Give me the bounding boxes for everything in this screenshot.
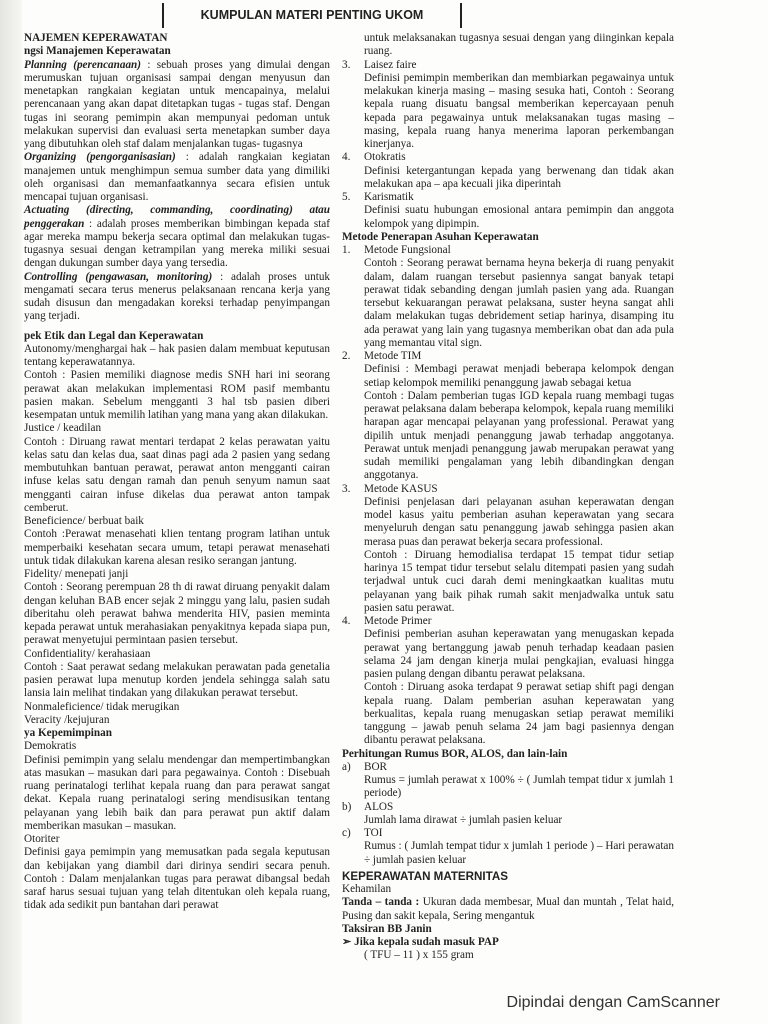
formula-item-bor xyxy=(342,761,674,801)
planning-term: Planning (perencanaan) xyxy=(24,58,141,71)
item-title: Laisez faire xyxy=(364,58,417,71)
pap-text: Jika kepala sudah masuk PAP xyxy=(354,936,499,948)
method-item-primer xyxy=(342,615,674,748)
arrow-bullet-icon: ➢ xyxy=(342,936,355,948)
confidentiality-heading: Confidentiality/ kerahasiaan xyxy=(24,647,151,660)
item-number: 2. xyxy=(342,350,351,362)
item-text: Contoh : Seorang perawat bernama heyna bekerja di ruang penyakit dalam, dalam ruangan tersebut pasiennya sangat banyak tetapi perawat tidak sebanding dengan jumlah pasien yang ada. Ruangan tersebut kekuarangan perawat pelaksana, suster heyna sangat ahli dalam melakukan tugas debridement setiap harinya, disamping itu ada perawat yang lain yang tugasnya memberikan obat dan ada pula yang memantau vital sign. xyxy=(364,257,674,349)
item-title: ALOS xyxy=(364,800,394,813)
taksiran-heading: Taksiran BB Janin xyxy=(342,922,432,935)
tanda-label: Tanda – tanda : xyxy=(342,896,420,909)
page-edge-shadow xyxy=(0,0,22,1024)
tanda-text: Ukuran dada membesar, Mual dan muntah , Telat haid, Pusing dan sakit kepala, Sering mengantuk xyxy=(342,896,675,922)
style-item-otokratis xyxy=(342,151,674,191)
item-definition: Definisi penjelasan dari pelayanan asuhan keperawatan dengan model kasus yaitu pemberian asuhan keperawatan yang secara menyeluruh dengan satu penanggung jawab sehingga pasien akan merasa puas dan perawat bekerja secara professional. xyxy=(364,495,674,548)
item-text: Rumus : ( Jumlah tempat tidur x jumlah 1 periode ) – Hari perawatan ÷ jumlah pasien keluar xyxy=(364,840,674,866)
justice-heading: Justice / keadilan xyxy=(24,422,102,435)
item-text: Rumus = jumlah perawat x 100% ÷ ( Jumlah tempat tidur x jumlah 1 periode) xyxy=(364,774,674,800)
item-number: 3. xyxy=(342,58,351,71)
method-item-fungsional xyxy=(342,244,674,350)
controlling-text: : adalah proses untuk mengamati secara terus menerus pelaksanaan rencana kerja yang sudah disusun dan mengadakan koreksi terhadap penyimpangan yang terjadi. xyxy=(24,270,331,323)
controlling-term: Controlling (pengawasan, monitoring) xyxy=(24,270,213,283)
section-title-manajemen: NAJEMEN KEPERAWATAN xyxy=(24,32,168,44)
item-text: Definisi pemimpin memberikan dan membiarkan pegawainya untuk melakukan kinerja masing – masing sesuka hati, Contoh : Seorang kepala ruang disuatu bangsal memberikan kepercayaan penuh kepada para pegawainya untuk melaksanakan tugas masing – masing, kepala ruang hanya menerima laporan perkembangan kinerjanya. xyxy=(364,71,674,150)
item-label: a) xyxy=(342,760,351,773)
organizing-paragraph xyxy=(24,151,330,204)
beneficence-example: Contoh :Perawat menasehati klien tentang program latihan untuk memperbaiki kesehatan secara umum, tetapi perawat menasehati untuk tidak dilakukan karena alesan resiko serangan jantung. xyxy=(24,528,330,567)
demokratis-heading: Demokratis xyxy=(24,740,77,753)
organizing-text: : adalah rangkaian kegiatan manajemen untuk menghimpun semua sumber data yang dimiliki oleh organisasi dan memanfaatkannya secara efisien untuk mencapai tujuan organisasi. xyxy=(24,151,330,203)
actuating-paragraph xyxy=(24,204,330,270)
right-column xyxy=(342,32,674,963)
item-number: 5. xyxy=(342,191,351,203)
otoriter-text: Definisi gaya pemimpin yang memusatkan pada segala keputusan dan kebijakan yang diambil dari dirinya sendiri secara penuh. Contoh : Dalam menjalankan tugas para perawat dibangsal bedah saraf harus sesuai tujuan yang telah ditentukan oleh kepala ruang, tidak ada sedikit pun bantahan dari perawat xyxy=(24,846,330,912)
method-item-tim xyxy=(342,350,674,483)
planning-text: : sebuah proses yang dimulai dengan merumuskan tujuan organisasi sampai dengan menyusun dan menetapkan rangkaian kegiatan untuk mencapainya, melalui perencanaan yang akan dapat ditetapkan tugas - tugas staf. Dengan tugas ini seorang pemimpin akan mempunyai pedoman untuk melakukan supervisi dan evaluasi serta menetapkan sumber daya yang dibutuhkan oleh staf dalam menjalankan tugas- tugasnya xyxy=(24,58,330,150)
beneficence-heading: Beneficience/ berbuat baik xyxy=(24,515,144,527)
nonmaleficence-heading: Nonmaleficience/ tidak merugikan xyxy=(24,700,180,713)
tanda-paragraph xyxy=(342,896,674,923)
otoriter-heading: Otoriter xyxy=(24,833,60,845)
item-example: Contoh : Diruang asoka terdapat 9 perawat setiap shift pagi dengan kepala ruang. Dalam pemberian asuhan keperawatan yang berkualitas, kepala ruang menugaskan setiap perawat memiliki tanggung – jawab penuh selama 24 jam bagi pasiennya dengan dibantu perawat pelaksana. xyxy=(364,681,674,747)
formula-item-alos xyxy=(342,801,674,828)
item-number: 4. xyxy=(342,615,351,627)
confidentiality-example: Contoh : Saat perawat sedang melakukan perawatan pada genetalia pasien perawat lupa menutup korden jendela sehingga salah satu lansia lain melihat tindakan yang dilakukan perawat tersebut. xyxy=(24,660,330,700)
item-text: Definisi ketergantungan kepada yang berwenang dan tidak akan melakukan apa – apa kecuali jika diperintah xyxy=(364,164,674,190)
kehamilan-heading: Kehamilan xyxy=(342,883,392,895)
item-example: Contoh : Dalam pemberian tugas IGD kepala ruang membagi tugas perawat pelaksana dalam beberapa kelompok, kepala ruang memiliki harapan agar mencapai pelayanan yang professional. Perawat yang dipilih untuk menjadi penanggung jawab terhadap anggotanya. Perawat untuk menjadi penanggung jawab merupakan perawat yang sudah memiliki pengalaman yang lebih dibandingkan dengan anggotanya. xyxy=(364,389,674,482)
item-title: Metode KASUS xyxy=(364,482,438,495)
item-number: 1. xyxy=(342,244,351,256)
tfu-formula: ( TFU – 11 ) x 155 gram xyxy=(364,949,474,962)
section-title-metode: Metode Penerapan Asuhan Keperawatan xyxy=(342,230,539,243)
item-title: Karismatik xyxy=(364,191,414,203)
continued-text: untuk melaksanakan tugasnya sesuai dengan yang diinginkan kepala ruang. xyxy=(364,32,674,58)
item-number: 3. xyxy=(342,482,351,495)
controlling-paragraph xyxy=(24,271,330,324)
style-item-karismatik xyxy=(342,191,674,231)
pap-bullet xyxy=(342,936,674,949)
item-title: Metode Primer xyxy=(364,615,432,627)
autonomy-text: Autonomy/menghargai hak – hak pasien dalam membuat keputusan tentang keperawatannya. xyxy=(24,342,330,368)
section-title-maternitas: KEPERAWATAN MATERNITAS xyxy=(342,869,508,883)
formula-item-toi xyxy=(342,827,674,867)
fidelity-example: Contoh : Seorang perempuan 28 th di rawat diruang penyakit dalam dengan keluhan BAB encer sejak 2 minggu yang lalu, pasien sudah diberitahu oleh perawat bahwa menderita HIV, pasien meminta kepada perawat untuk merahasiakan penyakitnya kepada siapa pun, perawat menyetujui permintaan pasien tersebut. xyxy=(24,581,330,647)
method-item-kasus xyxy=(342,483,674,616)
section-title-etik: pek Etik dan Legal dan Keperawatan xyxy=(24,329,204,342)
item-number: 4. xyxy=(342,151,351,164)
planning-paragraph xyxy=(24,59,330,152)
item-title: TOI xyxy=(364,827,383,839)
item-title: Metode TIM xyxy=(364,350,422,362)
page-title: KUMPULAN MATERI PENTING UKOM xyxy=(162,3,462,28)
veracity-heading: Veracity /kejujuran xyxy=(24,713,110,726)
item-label: c) xyxy=(342,827,351,839)
item-example: Contoh : Diruang hemodialisa terdapat 15 tempat tidur setiap harinya 15 tempat tidur tersebut selalu ditempati pasien yang sudah terjadwal untuk cuci darah demi meningkaatkan kualitas mutu pelayanan yang baik pihak rumah sakit menjadwalka untuk satu pasien satu perawat. xyxy=(364,548,674,614)
fidelity-heading: Fidelity/ menepati janji xyxy=(24,568,129,580)
item-title: BOR xyxy=(364,760,388,773)
style-item-laisez-faire xyxy=(342,59,674,152)
item-label: b) xyxy=(342,800,352,813)
subsection-title-fungsi: ngsi Manajemen Keperawatan xyxy=(24,45,171,58)
item-definition: Definisi pemberian asuhan keperawatan yang menugaskan kepada perawat yang bertanggung jawab penuh terhadap keadaan pasien selama 24 jam dengan kinerja mulai pengkajian, evaluasi hingga pasien pulang dengan dibantu perawat pelaksana. xyxy=(364,628,674,680)
organizing-term: Organizing (pengorganisasian) xyxy=(24,151,176,164)
item-title: Metode Fungsional xyxy=(364,244,451,256)
actuating-text: : adalah proses memberikan bimbingan kepada staf agar mereka mampu bekerja secara optimal dan melakukan tugas- tugasnya sesuai dengan ketrampilan yang mereka miliki sesuai dengan dukungan sumber daya yang tersedia. xyxy=(24,217,330,270)
section-title-kepemimpinan: ya Kepemimpinan xyxy=(24,727,112,739)
item-text: Jumlah lama dirawat ÷ jumlah pasien keluar xyxy=(364,813,563,826)
actuating-term: Actuating (directing, commanding, coordinating) atau penggerakan xyxy=(24,204,330,230)
item-text: Definisi suatu hubungan emosional antara pemimpin dan anggota kelompok yang dipimpin. xyxy=(364,204,674,230)
left-column xyxy=(24,32,330,913)
justice-example: Contoh : Diruang rawat mentari terdapat 2 kelas perawatan yaitu kelas satu dan kelas dua, saat dinas pagi ada 2 pasien yang sedang membutuhkan bantuan perawat, perawat anton mengganti cairan infuse kelas satu dengan ramah dan penuh senyum namun saat mengganti cairan infuse dikelas dua perawat anton tampak cemberut. xyxy=(24,435,330,514)
section-title-rumus: Perhitungan Rumus BOR, ALOS, dan lain-lain xyxy=(342,747,568,760)
demokratis-text: Definisi pemimpin yang selalu mendengar dan mempertimbangkan atas masukan – masukan dari para pegawainya. Contoh : Disebuah ruang perinatalogi terlihat kepala ruang dan para perawat sangat dekat. Kepala ruang perinatalogi sering mendisusikan tentang pelayanan yang lebih baik dan para perawat pun aktif dalam memberikan masukan – masukan. xyxy=(24,753,330,832)
item-title: Otokratis xyxy=(364,151,406,164)
scanner-watermark: Dipindai dengan CamScanner xyxy=(506,994,720,1011)
item-definition: Definisi : Membagi perawat menjadi beberapa kelompok dengan setiap kelompok memiliki penanggung jawab sebagai ketua xyxy=(364,363,674,389)
autonomy-example: Contoh : Pasien memiliki diagnose medis SNH hari ini seorang perawat akan melakukan implementasi ROM pasif membantu pasien makan. Sebelum mengganti 3 hal tsb pasien diberi kesempatan untuk memilih latihan yang mana yang akan dilakukan. xyxy=(24,369,330,421)
